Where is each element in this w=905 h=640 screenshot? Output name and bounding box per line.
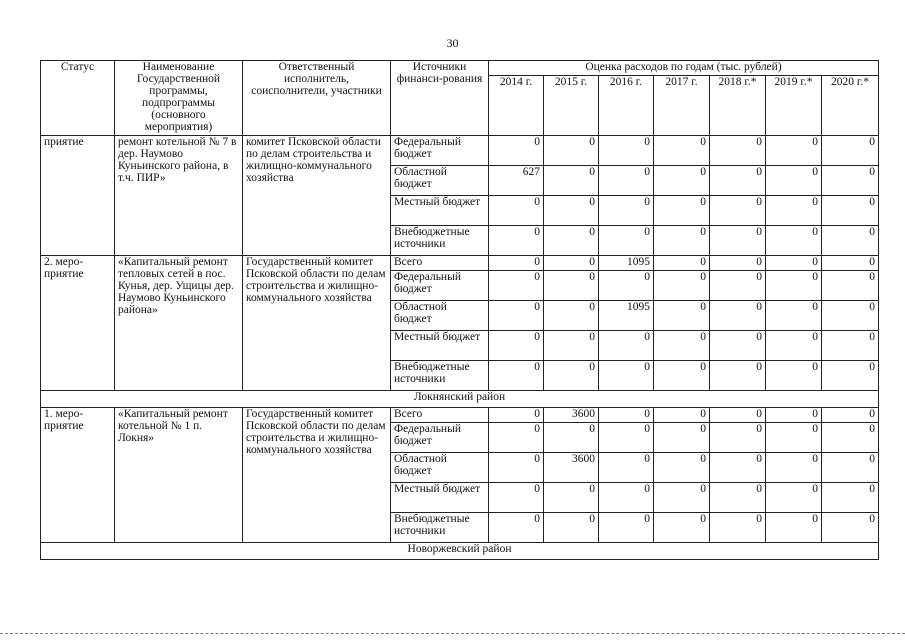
value-cell: 0 (766, 331, 822, 361)
table-row (41, 256, 879, 271)
value-cell: 1095 (599, 301, 654, 331)
value-cell: 1095 (599, 256, 654, 271)
header-sources: Источники финанси-рования (391, 61, 489, 136)
value-cell: 0 (710, 226, 766, 256)
header-year: 2019 г.* (766, 76, 822, 136)
source-cell: Всего (391, 256, 489, 271)
value-cell: 0 (822, 483, 879, 513)
region-row (41, 391, 879, 408)
header-year: 2015 г. (544, 76, 599, 136)
value-cell: 0 (710, 256, 766, 271)
value-cell: 0 (544, 301, 599, 331)
responsible-cell: Государственный комитет Псковской области по делам строительства и жилищно-коммунального хозяйства (243, 408, 391, 543)
value-cell: 0 (489, 483, 544, 513)
value-cell: 0 (766, 271, 822, 301)
value-cell: 0 (489, 331, 544, 361)
value-cell: 0 (599, 331, 654, 361)
value-cell: 0 (544, 226, 599, 256)
value-cell: 0 (489, 423, 544, 453)
value-cell: 0 (710, 361, 766, 391)
value-cell: 0 (489, 361, 544, 391)
value-cell: 0 (822, 136, 879, 166)
responsible-cell: Государственный комитет Псковской области по делам строительства и жилищно-коммунального хозяйства (243, 256, 391, 391)
source-cell: Местный бюджет (391, 331, 489, 361)
value-cell: 3600 (544, 408, 599, 423)
table-row (41, 136, 879, 166)
value-cell: 0 (766, 423, 822, 453)
value-cell: 0 (599, 166, 654, 196)
value-cell: 0 (599, 361, 654, 391)
value-cell: 0 (489, 136, 544, 166)
page-number: 30 (446, 36, 459, 50)
value-cell: 0 (599, 196, 654, 226)
value-cell: 0 (710, 301, 766, 331)
value-cell: 0 (489, 453, 544, 483)
value-cell: 0 (544, 136, 599, 166)
value-cell: 0 (544, 256, 599, 271)
header-year: 2014 г. (489, 76, 544, 136)
value-cell: 0 (544, 423, 599, 453)
region-title: Новоржевский район (41, 543, 879, 560)
value-cell: 0 (489, 226, 544, 256)
value-cell: 0 (822, 301, 879, 331)
value-cell: 627 (489, 166, 544, 196)
value-cell: 0 (766, 408, 822, 423)
value-cell: 0 (766, 136, 822, 166)
value-cell: 0 (544, 196, 599, 226)
header-name: Наименование Государственной программы, подпрограммы (основного мероприятия) (115, 61, 243, 136)
value-cell: 0 (822, 408, 879, 423)
value-cell: 0 (654, 453, 710, 483)
source-cell: Внебюджетные источники (391, 513, 489, 543)
header-status: Статус (41, 61, 115, 136)
name-cell: «Капитальный ремонт котельной № 1 п. Локня» (115, 408, 243, 543)
value-cell: 0 (654, 331, 710, 361)
value-cell: 0 (710, 453, 766, 483)
value-cell: 3600 (544, 453, 599, 483)
value-cell: 0 (766, 256, 822, 271)
value-cell: 0 (599, 136, 654, 166)
value-cell: 0 (489, 256, 544, 271)
source-cell: Всего (391, 408, 489, 423)
value-cell: 0 (710, 423, 766, 453)
value-cell: 0 (766, 196, 822, 226)
name-cell: «Капитальный ремонт тепловых сетей в пос. Кунья, дер. Ущицы дер. Наумово Куньинского района» (115, 256, 243, 391)
value-cell: 0 (710, 136, 766, 166)
value-cell: 0 (599, 453, 654, 483)
value-cell: 0 (544, 361, 599, 391)
header-year: 2020 г.* (822, 76, 879, 136)
value-cell: 0 (654, 483, 710, 513)
value-cell: 0 (654, 513, 710, 543)
source-cell: Местный бюджет (391, 483, 489, 513)
status-cell: 2. меро-приятие (41, 256, 115, 391)
value-cell: 0 (599, 271, 654, 301)
value-cell: 0 (654, 196, 710, 226)
value-cell: 0 (654, 271, 710, 301)
value-cell: 0 (544, 331, 599, 361)
page-edge-divider (0, 633, 905, 636)
value-cell: 0 (710, 166, 766, 196)
value-cell: 0 (544, 483, 599, 513)
value-cell: 0 (766, 513, 822, 543)
value-cell: 0 (654, 408, 710, 423)
source-cell: Областной бюджет (391, 301, 489, 331)
header-year: 2017 г. (654, 76, 710, 136)
value-cell: 0 (822, 271, 879, 301)
value-cell: 0 (599, 513, 654, 543)
source-cell: Федеральный бюджет (391, 271, 489, 301)
source-cell: Внебюджетные источники (391, 361, 489, 391)
value-cell: 0 (654, 226, 710, 256)
value-cell: 0 (599, 226, 654, 256)
status-cell: приятие (41, 136, 115, 256)
name-cell: ремонт котельной № 7 в дер. Наумово Куньинского района, в т.ч. ПИР» (115, 136, 243, 256)
value-cell: 0 (822, 361, 879, 391)
value-cell: 0 (654, 256, 710, 271)
value-cell: 0 (599, 483, 654, 513)
source-cell: Внебюджетные источники (391, 226, 489, 256)
source-cell: Федеральный бюджет (391, 136, 489, 166)
budget-table (40, 60, 879, 560)
value-cell: 0 (654, 136, 710, 166)
value-cell: 0 (489, 196, 544, 226)
value-cell: 0 (489, 301, 544, 331)
value-cell: 0 (654, 361, 710, 391)
value-cell: 0 (654, 166, 710, 196)
value-cell: 0 (710, 331, 766, 361)
value-cell: 0 (766, 483, 822, 513)
status-cell: 1. меро-приятие (41, 408, 115, 543)
value-cell: 0 (654, 301, 710, 331)
value-cell: 0 (710, 196, 766, 226)
value-cell: 0 (822, 226, 879, 256)
header-year: 2018 г.* (710, 76, 766, 136)
value-cell: 0 (710, 483, 766, 513)
table-row (41, 408, 879, 423)
value-cell: 0 (710, 513, 766, 543)
responsible-cell: комитет Псковской области по делам строительства и жилищно-коммунального хозяйства (243, 136, 391, 256)
source-cell: Местный бюджет (391, 196, 489, 226)
value-cell: 0 (822, 196, 879, 226)
region-row (41, 543, 879, 560)
value-cell: 0 (710, 408, 766, 423)
value-cell: 0 (544, 513, 599, 543)
source-cell: Областной бюджет (391, 453, 489, 483)
value-cell: 0 (489, 513, 544, 543)
header-year: 2016 г. (599, 76, 654, 136)
value-cell: 0 (599, 423, 654, 453)
header-costs: Оценка расходов по годам (тыс. рублей) (489, 61, 879, 76)
value-cell: 0 (489, 408, 544, 423)
value-cell: 0 (822, 513, 879, 543)
header-responsible: Ответственный исполнитель, соисполнители, участники (243, 61, 391, 136)
value-cell: 0 (766, 166, 822, 196)
value-cell: 0 (766, 453, 822, 483)
value-cell: 0 (822, 453, 879, 483)
value-cell: 0 (822, 331, 879, 361)
value-cell: 0 (822, 256, 879, 271)
value-cell: 0 (544, 271, 599, 301)
value-cell: 0 (710, 271, 766, 301)
value-cell: 0 (766, 226, 822, 256)
value-cell: 0 (766, 361, 822, 391)
value-cell: 0 (822, 166, 879, 196)
source-cell: Федеральный бюджет (391, 423, 489, 453)
source-cell: Областной бюджет (391, 166, 489, 196)
value-cell: 0 (654, 423, 710, 453)
region-title: Локнянский район (41, 391, 879, 408)
value-cell: 0 (766, 301, 822, 331)
value-cell: 0 (822, 423, 879, 453)
value-cell: 0 (544, 166, 599, 196)
value-cell: 0 (599, 408, 654, 423)
value-cell: 0 (489, 271, 544, 301)
